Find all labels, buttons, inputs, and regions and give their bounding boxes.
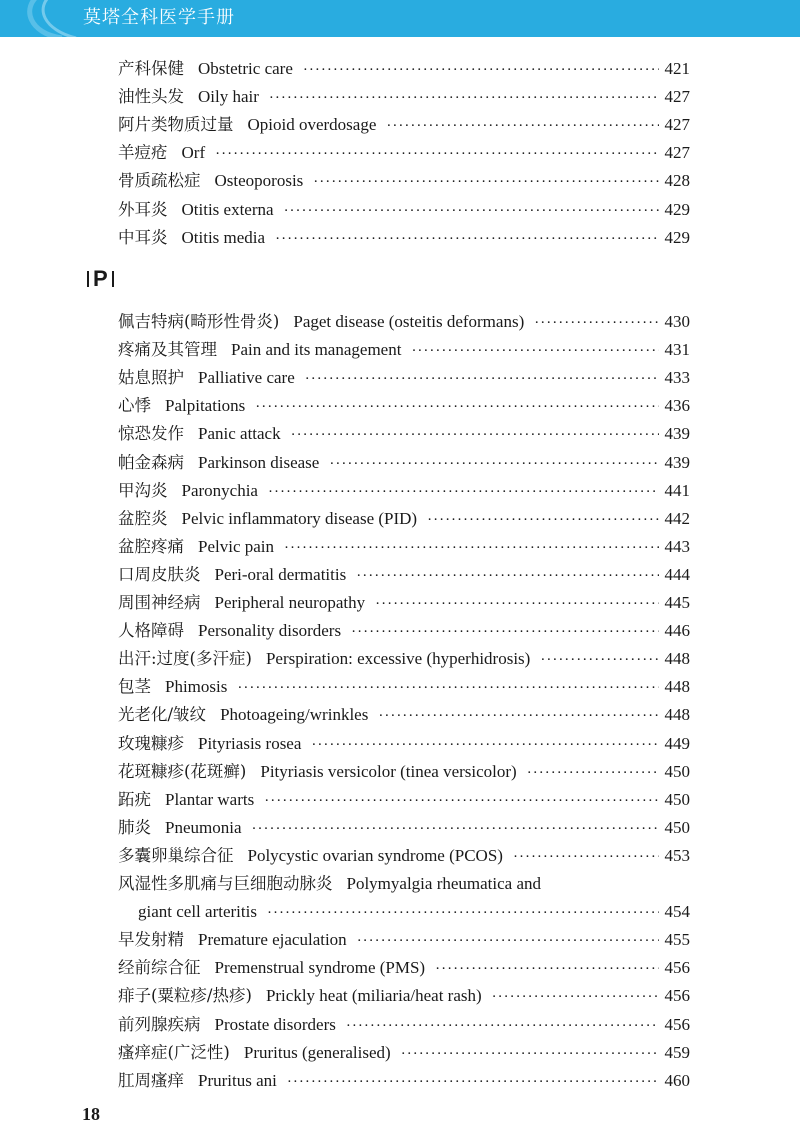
toc-row[interactable] xyxy=(118,168,690,194)
entry-page-number: 441 xyxy=(664,480,690,500)
toc-row[interactable] xyxy=(118,702,690,728)
entry-chinese-title: 疼痛及其管理 xyxy=(118,340,217,360)
entry-page-number: 421 xyxy=(664,59,690,78)
dot-leader xyxy=(313,169,658,195)
entry-page-number: 450 xyxy=(664,761,690,781)
entry-chinese-title: 肛周瘙痒 xyxy=(118,1070,184,1090)
entry-chinese-title: 外耳炎 xyxy=(118,199,168,219)
toc-row[interactable] xyxy=(118,562,690,588)
entry-english-title: Photoageing/wrinkles xyxy=(220,705,369,725)
entry-english-title: Pruritus (generalised) xyxy=(243,1042,391,1062)
toc-row[interactable] xyxy=(118,618,690,644)
entry-chinese-title: 出汗:过度(多汗症) xyxy=(118,649,252,669)
entry-english-title: Polycystic ovarian syndrome (PCOS) xyxy=(247,845,503,865)
entry-english-title: Pain and its management xyxy=(231,340,402,360)
dot-leader xyxy=(284,535,658,561)
entry-english-title: Orf xyxy=(181,143,206,163)
toc-row[interactable] xyxy=(118,140,690,166)
entry-english-title: Plantar warts xyxy=(165,789,255,809)
dot-leader xyxy=(513,844,659,870)
toc-row[interactable] xyxy=(118,393,690,419)
entry-page-number: 449 xyxy=(664,733,690,753)
toc-row[interactable] xyxy=(118,871,690,897)
dot-leader xyxy=(357,928,659,954)
entry-chinese-title: 骨质疏松症 xyxy=(118,171,201,191)
entry-page-number: 459 xyxy=(664,1042,690,1062)
entry-chinese-title: 光老化/皱纹 xyxy=(118,705,207,725)
entry-english-title: Perspiration: excessive (hyperhidrosis) xyxy=(265,649,531,669)
entry-page-number: 433 xyxy=(664,368,690,388)
entry-english-title: Prickly heat (miliaria/heat rash) xyxy=(265,986,482,1006)
toc-row[interactable] xyxy=(118,506,690,532)
entry-page-number: 446 xyxy=(664,621,690,641)
toc-row[interactable] xyxy=(118,1068,690,1094)
entry-chinese-title: 姑息照护 xyxy=(118,368,184,388)
entry-page-number: 427 xyxy=(664,143,690,163)
entry-page-number: 439 xyxy=(664,424,690,444)
dot-leader xyxy=(435,956,658,982)
dot-leader xyxy=(275,226,658,252)
entry-page-number: 455 xyxy=(664,930,690,950)
dot-leader xyxy=(329,451,658,477)
toc-row[interactable] xyxy=(118,731,690,757)
entry-chinese-title: 帕金森病 xyxy=(118,452,184,472)
section-bar-right xyxy=(112,271,114,287)
toc-row[interactable] xyxy=(118,787,690,813)
section-heading xyxy=(83,265,118,293)
entry-chinese-title: 心悸 xyxy=(118,396,151,416)
entry-chinese-title: 经前综合征 xyxy=(118,958,201,978)
entry-english-title: Pityriasis rosea xyxy=(198,733,302,753)
page-number: 18 xyxy=(82,1104,100,1124)
dot-leader xyxy=(386,113,658,139)
entry-english-title: Panic attack xyxy=(198,424,281,444)
entry-page-number: 454 xyxy=(664,902,690,922)
entry-english-title: Phimosis xyxy=(165,677,228,697)
dot-leader xyxy=(215,141,658,167)
entry-chinese-title: 前列腺疾病 xyxy=(118,1014,201,1034)
entry-chinese-title: 跖疣 xyxy=(118,789,151,809)
dot-leader xyxy=(375,591,658,617)
page-header xyxy=(0,0,800,37)
entry-page-number: 460 xyxy=(664,1070,690,1090)
toc-row[interactable] xyxy=(118,337,690,363)
entry-english-title: Premenstrual syndrome (PMS) xyxy=(214,958,426,978)
entry-page-number: 448 xyxy=(664,677,690,697)
entry-page-number: 429 xyxy=(664,199,690,219)
entry-page-number: 439 xyxy=(664,452,690,472)
entry-page-number: 428 xyxy=(664,171,690,191)
dot-leader xyxy=(305,366,659,392)
entry-chinese-title: 风湿性多肌痛与巨细胞动脉炎 xyxy=(118,874,333,893)
entry-page-number: 448 xyxy=(664,649,690,669)
dot-leader xyxy=(411,338,658,364)
entry-english-title: Paget disease (osteitis deformans) xyxy=(293,312,525,331)
dot-leader xyxy=(255,394,658,420)
entry-english-title: Pneumonia xyxy=(165,817,242,837)
toc-row[interactable] xyxy=(118,646,690,672)
dot-leader xyxy=(540,647,658,673)
entry-english-title: Personality disorders xyxy=(198,621,342,641)
entry-english-title: Premature ejaculation xyxy=(198,930,347,950)
dot-leader xyxy=(356,563,658,589)
entry-english-title: Oily hair xyxy=(198,87,259,107)
entry-page-number: 448 xyxy=(664,705,690,725)
book-title: 莫塔全科医学手册 xyxy=(83,7,235,28)
dot-leader xyxy=(252,816,659,842)
dot-leader xyxy=(267,900,659,926)
entry-chinese-title: 产科保健 xyxy=(118,59,184,78)
entry-chinese-title: 多囊卵巢综合征 xyxy=(118,845,234,865)
toc-row[interactable] xyxy=(118,759,690,785)
toc-row[interactable] xyxy=(118,1012,690,1038)
entry-english-title: Parkinson disease xyxy=(198,452,320,472)
dot-leader xyxy=(351,619,658,645)
entry-chinese-title: 盆腔炎 xyxy=(118,508,168,528)
entry-page-number: 427 xyxy=(664,115,690,135)
entry-english-title: Palliative care xyxy=(198,368,295,388)
entry-page-number: 429 xyxy=(664,227,690,247)
entry-page-number: 456 xyxy=(664,958,690,978)
toc-row[interactable] xyxy=(118,56,690,82)
entry-chinese-title: 口周皮肤炎 xyxy=(118,564,201,584)
entry-english-title: Pelvic inflammatory disease (PID) xyxy=(181,508,418,528)
entry-english-title: Polymyalgia rheumatica and xyxy=(346,874,541,893)
dot-leader xyxy=(346,1013,659,1039)
entry-chinese-title: 油性头发 xyxy=(118,87,184,107)
entry-english-title: giant cell arteritis xyxy=(138,902,257,922)
entry-english-title: Palpitations xyxy=(165,396,246,416)
toc-row[interactable] xyxy=(118,112,690,138)
entry-chinese-title: 中耳炎 xyxy=(118,227,168,247)
dot-leader xyxy=(427,507,658,533)
entry-chinese-title: 盆腔疼痛 xyxy=(118,536,184,556)
entry-chinese-title: 早发射精 xyxy=(118,930,184,950)
entry-chinese-title: 肺炎 xyxy=(118,817,151,837)
entry-chinese-title: 玫瑰糠疹 xyxy=(118,733,184,753)
entry-english-title: Otitis media xyxy=(181,227,266,247)
entry-page-number: 436 xyxy=(664,396,690,416)
entry-page-number: 442 xyxy=(664,508,690,528)
toc-row[interactable] xyxy=(118,815,690,841)
dot-leader xyxy=(237,675,658,701)
toc-row[interactable] xyxy=(118,843,690,869)
dot-leader xyxy=(401,1041,659,1067)
dot-leader xyxy=(492,984,659,1010)
entry-page-number: 427 xyxy=(664,87,690,107)
section-bar-left xyxy=(87,271,89,287)
entry-chinese-title: 惊恐发作 xyxy=(118,424,184,444)
entry-chinese-title: 人格障碍 xyxy=(118,621,184,641)
toc-row[interactable] xyxy=(118,421,690,447)
entry-page-number: 456 xyxy=(664,1014,690,1034)
entry-english-title: Pruritus ani xyxy=(198,1070,277,1090)
toc-row[interactable] xyxy=(118,365,690,391)
toc-row[interactable] xyxy=(118,1040,690,1066)
dot-leader xyxy=(534,310,658,336)
toc-row[interactable] xyxy=(118,590,690,616)
entry-english-title: Osteoporosis xyxy=(214,171,304,191)
dot-leader xyxy=(284,198,659,224)
entry-english-title: Prostate disorders xyxy=(214,1014,336,1034)
entry-page-number: 431 xyxy=(664,340,690,360)
entry-chinese-title: 痱子(粟粒疹/热疹) xyxy=(118,986,252,1006)
toc-row[interactable] xyxy=(118,197,690,223)
toc-row[interactable] xyxy=(118,534,690,560)
entry-english-title: Pelvic pain xyxy=(198,536,275,556)
entry-english-title: Peri-oral dermatitis xyxy=(214,564,347,584)
entry-page-number: 450 xyxy=(664,789,690,809)
entry-english-title: Peripheral neuropathy xyxy=(214,593,366,612)
entry-chinese-title: 周围神经病 xyxy=(118,593,201,612)
dot-leader xyxy=(527,760,659,786)
entry-english-title: Pityriasis versicolor (tinea versicolor) xyxy=(260,761,517,781)
toc-row[interactable] xyxy=(118,927,690,953)
entry-chinese-title: 阿片类物质过量 xyxy=(118,115,234,135)
toc-row[interactable] xyxy=(118,955,690,981)
entry-page-number: 456 xyxy=(664,986,690,1006)
entry-page-number: 445 xyxy=(664,593,690,612)
dot-leader xyxy=(311,732,658,758)
toc-row[interactable] xyxy=(118,983,690,1009)
toc-row[interactable] xyxy=(118,450,690,476)
toc-row[interactable] xyxy=(118,674,690,700)
entry-page-number: 453 xyxy=(664,845,690,865)
dot-leader xyxy=(303,57,659,83)
toc-row[interactable] xyxy=(118,478,690,504)
toc-row[interactable] xyxy=(118,84,690,110)
dot-leader xyxy=(287,1069,659,1095)
toc-row[interactable] xyxy=(118,225,690,251)
section-letter: P xyxy=(93,266,108,291)
entry-chinese-title: 瘙痒症(广泛性) xyxy=(118,1042,230,1062)
entry-chinese-title: 佩吉特病(畸形性骨炎) xyxy=(118,312,280,331)
entry-page-number: 430 xyxy=(664,312,690,331)
entry-english-title: Paronychia xyxy=(181,480,258,500)
toc-row[interactable] xyxy=(138,899,690,925)
entry-english-title: Opioid overdosage xyxy=(247,115,377,135)
entry-page-number: 450 xyxy=(664,817,690,837)
toc-row[interactable] xyxy=(118,309,690,335)
entry-chinese-title: 花斑糠疹(花斑癣) xyxy=(118,761,247,781)
entry-page-number: 443 xyxy=(664,536,690,556)
dot-leader xyxy=(268,479,659,505)
entry-english-title: Obstetric care xyxy=(198,59,293,78)
dot-leader xyxy=(269,85,659,111)
dot-leader xyxy=(264,788,658,814)
entry-chinese-title: 甲沟炎 xyxy=(118,480,168,500)
dot-leader xyxy=(378,703,658,729)
entry-chinese-title: 羊痘疮 xyxy=(118,143,168,163)
dot-leader xyxy=(291,422,659,448)
entry-chinese-title: 包茎 xyxy=(118,677,151,697)
entry-english-title: Otitis externa xyxy=(181,199,274,219)
entry-page-number: 444 xyxy=(664,564,690,584)
